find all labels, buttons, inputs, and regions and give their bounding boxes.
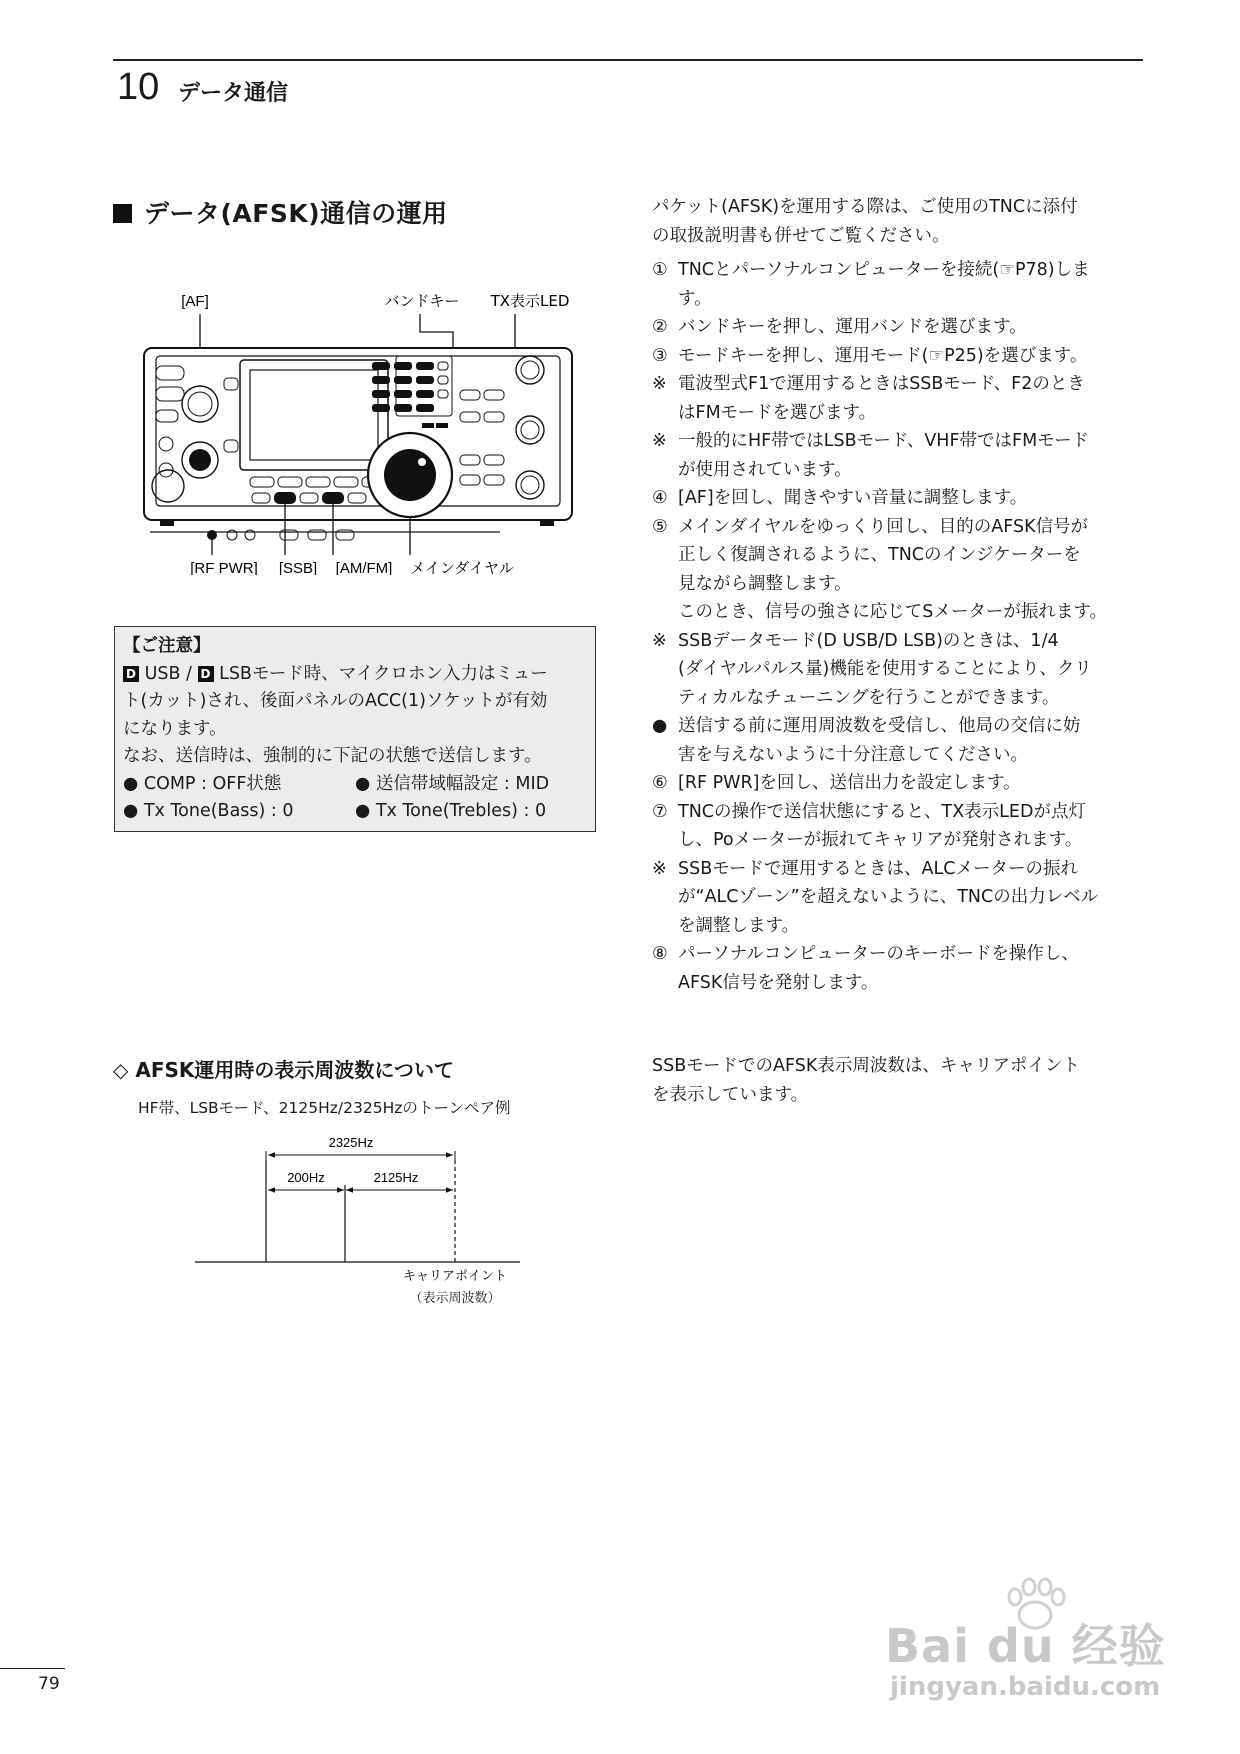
instruction-marker: ※ (652, 374, 667, 394)
label-af: [AF] (181, 293, 209, 310)
instruction-text (678, 370, 1147, 427)
footer-rule (0, 1668, 65, 1669)
instruction-text (678, 855, 1147, 941)
label-2325hz: 2325Hz (328, 1135, 374, 1150)
instruction-line: が“ALCゾーン”を超えないように、TNCの出力レベル (678, 887, 1099, 907)
square-bullet-icon (113, 204, 132, 223)
instruction-item (652, 427, 1147, 484)
label-band-key: バンドキー (384, 292, 460, 310)
instruction-marker: ③ (652, 345, 668, 366)
d-mode-icon: D (198, 666, 214, 682)
caution-box (114, 626, 596, 832)
instruction-line: し、Poメーターが振れてキャリアが発射されます。 (678, 830, 1083, 850)
label-200hz: 200Hz (287, 1170, 325, 1185)
instruction-line: す。 (678, 288, 712, 309)
instruction-marker: ⑦ (652, 801, 668, 822)
instruction-line: [RF PWR]を回し、送信出力を設定します。 (678, 773, 1021, 793)
instruction-line: 送信する前に運用周波数を受信し、他局の交信に妨 (678, 716, 1081, 736)
instruction-line: が使用されています。 (678, 459, 852, 480)
caution-bullet: ● 送信帯域幅設定 : MID (355, 773, 550, 794)
watermark-url: jingyan.baidu.com (890, 1672, 1161, 1702)
instruction-line: バンドキーを押し、運用バンドを選びます。 (678, 317, 1027, 337)
instruction-marker: ⑤ (652, 516, 668, 537)
instruction-text (678, 427, 1147, 484)
instruction-line: SSBデータモード(D USB/D LSB)のときは、1/4 (678, 630, 1059, 651)
instruction-line: (ダイヤルパルス量)機能を使用することにより、クリ (678, 659, 1092, 679)
instruction-item (652, 940, 1147, 997)
radio-front-panel-figure (140, 290, 580, 575)
instruction-line: 正しく復調されるように、TNCのインジケーターを (678, 545, 1081, 565)
instructions-intro (652, 193, 1147, 250)
caution-bullet: ● Tx Tone(Bass) : 0 (123, 801, 294, 821)
section-title (113, 194, 448, 230)
instruction-text (678, 769, 1147, 798)
paw-icon (995, 1575, 1075, 1635)
instruction-line: このとき、信号の強さに応じてSメーターが振れます。 (678, 602, 1108, 622)
page-number: 79 (38, 1674, 60, 1694)
instruction-item (652, 313, 1147, 342)
label-am-fm: [AM/FM] (335, 560, 393, 575)
instruction-line: を調整します。 (678, 915, 800, 936)
instruction-marker: ※ (652, 630, 667, 651)
instruction-marker: ① (652, 260, 668, 280)
watermark-logo: Bai du 经验 (885, 1619, 1166, 1673)
instruction-text (678, 256, 1147, 313)
intro-line: の取扱説明書も併せてご覧ください。 (652, 225, 950, 246)
label-carrier-sub: （表示周波数） (409, 1291, 501, 1306)
instruction-item (652, 484, 1147, 513)
caution-line-3: になります。 (123, 718, 227, 739)
instruction-line: ティカルなチューニングを行うことができます。 (678, 687, 1060, 708)
instruction-text (678, 940, 1147, 997)
instruction-item (652, 256, 1147, 313)
instruction-line: TNCの操作で送信状態にすると、TX表示LEDが点灯 (678, 801, 1086, 822)
instruction-line: メインダイヤルをゆっくり回し、目的のAFSK信号が (678, 516, 1089, 537)
instruction-item (652, 769, 1147, 798)
instruction-line: TNCとパーソナルコンピューターを接続(☞P78)しま (678, 260, 1090, 280)
instruction-marker: ※ (652, 431, 667, 451)
instructions (652, 193, 1147, 997)
instruction-line: SSBモードで運用するときは、ALCメーターの振れ (678, 858, 1078, 879)
instruction-item (652, 855, 1147, 941)
instruction-line: 見ながら調整します。 (678, 573, 852, 594)
instruction-line: 害を与えないように十分注意してください。 (678, 744, 1028, 765)
label-carrier-point: キャリアポイント (402, 1269, 508, 1284)
subsection-caption: HF帯、LSBモード、2125Hz/2325Hzのトーンペア例 (138, 1099, 511, 1117)
caution-bullet: ● COMP : OFF状態 (123, 773, 282, 794)
instruction-text (678, 513, 1147, 627)
chapter-number: 10 (117, 66, 160, 108)
label-main-dial: メインダイヤル (410, 559, 514, 575)
instruction-text (678, 712, 1147, 769)
subsection-right-text: SSBモードでのAFSK表示周波数は、キャリアポイント を表示しています。 (652, 1056, 1080, 1105)
caution-bullet: ● Tx Tone(Trebles) : 0 (355, 801, 547, 821)
instruction-line: 電波型式F1で運用するときはSSBモード、F2のとき (678, 374, 1085, 394)
caution-line-2: ト(カット)され、後面パネルのACC(1)ソケットが有効 (123, 691, 548, 711)
instruction-marker: ⑧ (652, 944, 668, 964)
instruction-marker: ⑥ (652, 773, 668, 793)
header-rule (113, 59, 1143, 61)
chapter-title: データ通信 (178, 81, 289, 106)
frequency-diagram (190, 1130, 540, 1290)
caution-title: 【ご注意】 (123, 636, 211, 656)
instruction-text (678, 798, 1147, 855)
instruction-text (678, 484, 1147, 513)
caution-line-1: D USB / D LSBモード時、マイクロホン入力はミュー (123, 661, 587, 689)
instruction-item (652, 370, 1147, 427)
label-rf-pwr: [RF PWR] (190, 560, 258, 575)
instruction-text (678, 342, 1147, 371)
instruction-line: 一般的にHF帯ではLSBモード、VHF帯ではFMモード (678, 431, 1089, 451)
instruction-line: モードキーを押し、運用モード(☞P25)を選びます。 (678, 345, 1088, 366)
instructions-list (652, 256, 1147, 997)
instruction-line: はFMモードを選びます。 (678, 402, 877, 423)
instruction-item (652, 342, 1147, 371)
instruction-item (652, 513, 1147, 627)
instruction-marker: ※ (652, 858, 667, 879)
instruction-marker: ④ (652, 488, 668, 508)
instruction-text (678, 627, 1147, 713)
subsection-title: ◇ AFSK運用時の表示周波数について (113, 1058, 454, 1082)
label-2125hz: 2125Hz (373, 1170, 419, 1185)
instruction-marker: ● (652, 716, 668, 736)
instruction-line: AFSK信号を発射します。 (678, 972, 879, 993)
instruction-item (652, 798, 1147, 855)
instruction-line: パーソナルコンピューターのキーボードを操作し、 (678, 944, 1079, 964)
instruction-item (652, 627, 1147, 713)
instruction-text (678, 313, 1147, 342)
section-title-text: データ(AFSK)通信の運用 (144, 199, 448, 228)
instruction-line: [AF]を回し、聞きやすい音量に調整します。 (678, 488, 1028, 508)
intro-line: パケット(AFSK)を運用する際は、ご使用のTNCに添付 (652, 197, 1078, 217)
d-mode-icon: D (123, 666, 139, 682)
instruction-item (652, 712, 1147, 769)
label-tx-led: TX表示LED (490, 292, 570, 310)
instruction-marker: ② (652, 317, 668, 337)
caution-line-4: なお、送信時は、強制的に下記の状態で送信します。 (123, 746, 542, 766)
label-ssb: [SSB] (278, 560, 318, 575)
